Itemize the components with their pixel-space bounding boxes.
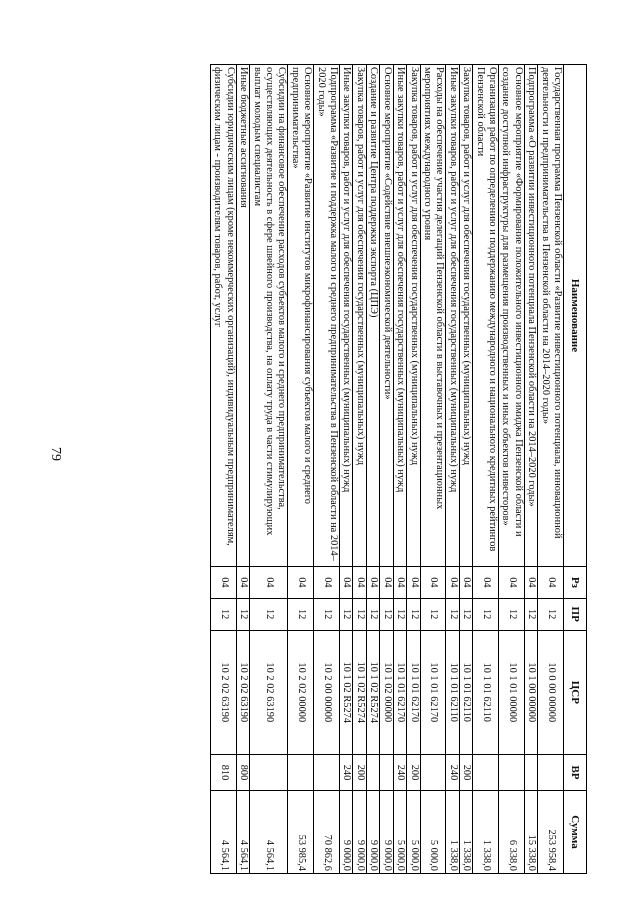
table-row	[498, 65, 524, 874]
cell-rz: 04	[524, 566, 537, 598]
cell-name: Подпрограмма «О развитии инвестиционного потенциала Пензенской области на 2014–2020 годы»	[524, 65, 537, 567]
cell-pr: 12	[250, 598, 288, 630]
table-row	[380, 65, 393, 874]
cell-pr: 12	[288, 598, 314, 630]
cell-sum: 1 338,0	[446, 790, 459, 873]
cell-pr: 12	[340, 598, 353, 630]
table-row	[211, 65, 237, 874]
cell-sum: 9 000,0	[380, 790, 393, 873]
cell-csr: 10 2 00 00000	[314, 630, 340, 754]
cell-csr: 10 2 02 63190	[236, 630, 249, 754]
cell-rz: 04	[288, 566, 314, 598]
table-row	[340, 65, 353, 874]
cell-pr: 12	[498, 598, 524, 630]
cell-pr: 12	[538, 598, 564, 630]
cell-rz: 04	[446, 566, 459, 598]
cell-sum: 70 862,6	[314, 790, 340, 873]
rotated-table-container	[77, 64, 587, 874]
cell-rz: 04	[473, 566, 499, 598]
cell-name: Основное мероприятие «Формирование положительного инвестиционного имиджа Пензенской области и создание доступной инфраструктуры для размещения производственных и иных объектов инвесторов»	[498, 65, 524, 567]
cell-vr	[366, 755, 379, 791]
cell-name: Расходы на обеспечение участия делегаций Пензенской области в выставочных и презентационных мероприятиях международного уровня	[420, 65, 446, 567]
cell-name: Закупка товаров, работ и услуг для обеспечения государственных (муниципальных) нужд	[353, 65, 366, 567]
table-row	[473, 65, 499, 874]
table-row	[446, 65, 459, 874]
cell-sum: 6 338,0	[498, 790, 524, 873]
cell-pr: 12	[524, 598, 537, 630]
cell-csr: 10 1 01 62110	[473, 630, 499, 754]
table-header-row	[564, 65, 587, 874]
cell-name: Иные закупки товаров, работ и услуг для обеспечения государственных (муниципальных) нужд	[340, 65, 353, 567]
cell-csr: 10 1 00 00000	[524, 630, 537, 754]
table-row	[538, 65, 564, 874]
cell-vr: 810	[211, 755, 237, 791]
cell-sum: 9 000,0	[353, 790, 366, 873]
cell-rz: 04	[380, 566, 393, 598]
table-row	[366, 65, 379, 874]
cell-pr: 12	[420, 598, 446, 630]
budget-table	[210, 64, 587, 874]
cell-name: Подпрограмма «Развитие и поддержка малого и среднего предпринимательства в Пензенской области на 2014–2020 годы»	[314, 65, 340, 567]
cell-csr: 10 1 02 00000	[380, 630, 393, 754]
cell-vr: 240	[446, 755, 459, 791]
cell-rz: 04	[250, 566, 288, 598]
table-body	[211, 65, 564, 874]
table-row	[314, 65, 340, 874]
cell-csr: 10 1 01 62170	[393, 630, 406, 754]
header-rz: Рз	[564, 566, 587, 598]
cell-pr: 12	[459, 598, 472, 630]
cell-name: Иные закупки товаров, работ и услуг для обеспечения государственных (муниципальных) нужд	[393, 65, 406, 567]
cell-rz: 04	[211, 566, 237, 598]
cell-csr: 10 1 02 R5274	[353, 630, 366, 754]
cell-pr: 12	[380, 598, 393, 630]
cell-vr	[538, 755, 564, 791]
table-row	[353, 65, 366, 874]
cell-sum: 253 958,4	[538, 790, 564, 873]
header-sum: Сумма	[564, 790, 587, 873]
cell-vr	[473, 755, 499, 791]
cell-vr	[250, 755, 288, 791]
table-row	[459, 65, 472, 874]
cell-rz: 04	[314, 566, 340, 598]
cell-pr: 12	[236, 598, 249, 630]
cell-pr: 12	[446, 598, 459, 630]
cell-csr: 10 0 00 00000	[538, 630, 564, 754]
cell-name: Субсидии юридическим лицам (кроме некоммерческих организаций), индивидуальным предпринимателям, физическим лицам - производителям товаров, работ, услуг	[211, 65, 237, 567]
cell-pr: 12	[366, 598, 379, 630]
cell-pr: 12	[353, 598, 366, 630]
table-row	[250, 65, 288, 874]
table-row	[288, 65, 314, 874]
cell-rz: 04	[498, 566, 524, 598]
cell-vr: 800	[236, 755, 249, 791]
cell-name: Создание и развитие Центра поддержки экспорта (ЦПЭ)	[366, 65, 379, 567]
header-vr: ВР	[564, 755, 587, 791]
cell-csr: 10 1 02 R5274	[340, 630, 353, 754]
cell-pr: 12	[211, 598, 237, 630]
cell-rz: 04	[236, 566, 249, 598]
cell-csr: 10 1 01 62110	[446, 630, 459, 754]
cell-csr: 10 1 01 62170	[420, 630, 446, 754]
table-row	[407, 65, 420, 874]
cell-vr: 200	[353, 755, 366, 791]
cell-vr: 200	[407, 755, 420, 791]
cell-pr: 12	[407, 598, 420, 630]
cell-vr	[288, 755, 314, 791]
cell-sum: 9 000,0	[340, 790, 353, 873]
cell-name: Иные бюджетные ассигнования	[236, 65, 249, 567]
cell-sum: 4 564,1	[250, 790, 288, 873]
cell-sum: 1 338,0	[459, 790, 472, 873]
cell-rz: 04	[459, 566, 472, 598]
cell-name: Основное мероприятие «Развитие институтов микрофинансирования субъектов малого и среднего предпринимательства»	[288, 65, 314, 567]
table-row	[236, 65, 249, 874]
cell-pr: 12	[473, 598, 499, 630]
page-number: 79	[48, 447, 63, 461]
cell-sum: 9 000,0	[366, 790, 379, 873]
cell-vr: 240	[393, 755, 406, 791]
cell-rz: 04	[420, 566, 446, 598]
table-row	[393, 65, 406, 874]
header-csr: ЦСР	[564, 630, 587, 754]
cell-rz: 04	[407, 566, 420, 598]
cell-rz: 04	[340, 566, 353, 598]
cell-vr	[498, 755, 524, 791]
cell-vr	[314, 755, 340, 791]
cell-csr: 10 2 02 63190	[211, 630, 237, 754]
cell-pr: 12	[393, 598, 406, 630]
cell-sum: 5 000,0	[407, 790, 420, 873]
cell-sum: 5 000,0	[420, 790, 446, 873]
cell-name: Основное мероприятие «Содействие внешнеэкономической деятельности»	[380, 65, 393, 567]
cell-name: Субсидии на финансовое обеспечение расходов субъектов малого и среднего предпринимательства, осуществляющих деятельность в сфере швейного производства, на оплату труда в части стимулирующих выплат молодым специалистам	[250, 65, 288, 567]
cell-sum: 4 564,1	[211, 790, 237, 873]
cell-sum: 53 985,4	[288, 790, 314, 873]
cell-csr: 10 1 01 00000	[498, 630, 524, 754]
header-pr: ПР	[564, 598, 587, 630]
cell-name: Иные закупки товаров, работ и услуг для обеспечения государственных (муниципальных) нужд	[446, 65, 459, 567]
cell-sum: 15 338,0	[524, 790, 537, 873]
cell-csr: 10 1 01 62170	[407, 630, 420, 754]
header-name: Наименование	[564, 65, 587, 567]
cell-csr: 10 2 02 63190	[250, 630, 288, 754]
cell-rz: 04	[538, 566, 564, 598]
cell-pr: 12	[314, 598, 340, 630]
cell-vr: 200	[459, 755, 472, 791]
cell-name: Организация работ по определению и поддержанию международного и национального кредитных рейтингов Пензенской области	[473, 65, 499, 567]
cell-csr: 10 1 01 62110	[459, 630, 472, 754]
cell-name: Закупка товаров, работ и услуг для обеспечения государственных (муниципальных) нужд	[459, 65, 472, 567]
table-row	[420, 65, 446, 874]
cell-vr: 240	[340, 755, 353, 791]
table-row	[524, 65, 537, 874]
cell-rz: 04	[353, 566, 366, 598]
cell-name: Государственная программа Пензенской области «Развитие инвестиционного потенциала, инновационной деятельности и предпринимательства в Пензенской области на 2014–2020 годы»	[538, 65, 564, 567]
cell-vr	[524, 755, 537, 791]
cell-csr: 10 2 02 00000	[288, 630, 314, 754]
cell-name: Закупка товаров, работ и услуг для обеспечения государственных (муниципальных) нужд	[407, 65, 420, 567]
cell-sum: 4 564,1	[236, 790, 249, 873]
cell-vr	[420, 755, 446, 791]
cell-rz: 04	[393, 566, 406, 598]
cell-sum: 1 338,0	[473, 790, 499, 873]
cell-rz: 04	[366, 566, 379, 598]
cell-sum: 5 000,0	[393, 790, 406, 873]
cell-csr: 10 1 02 R5274	[366, 630, 379, 754]
cell-vr	[380, 755, 393, 791]
